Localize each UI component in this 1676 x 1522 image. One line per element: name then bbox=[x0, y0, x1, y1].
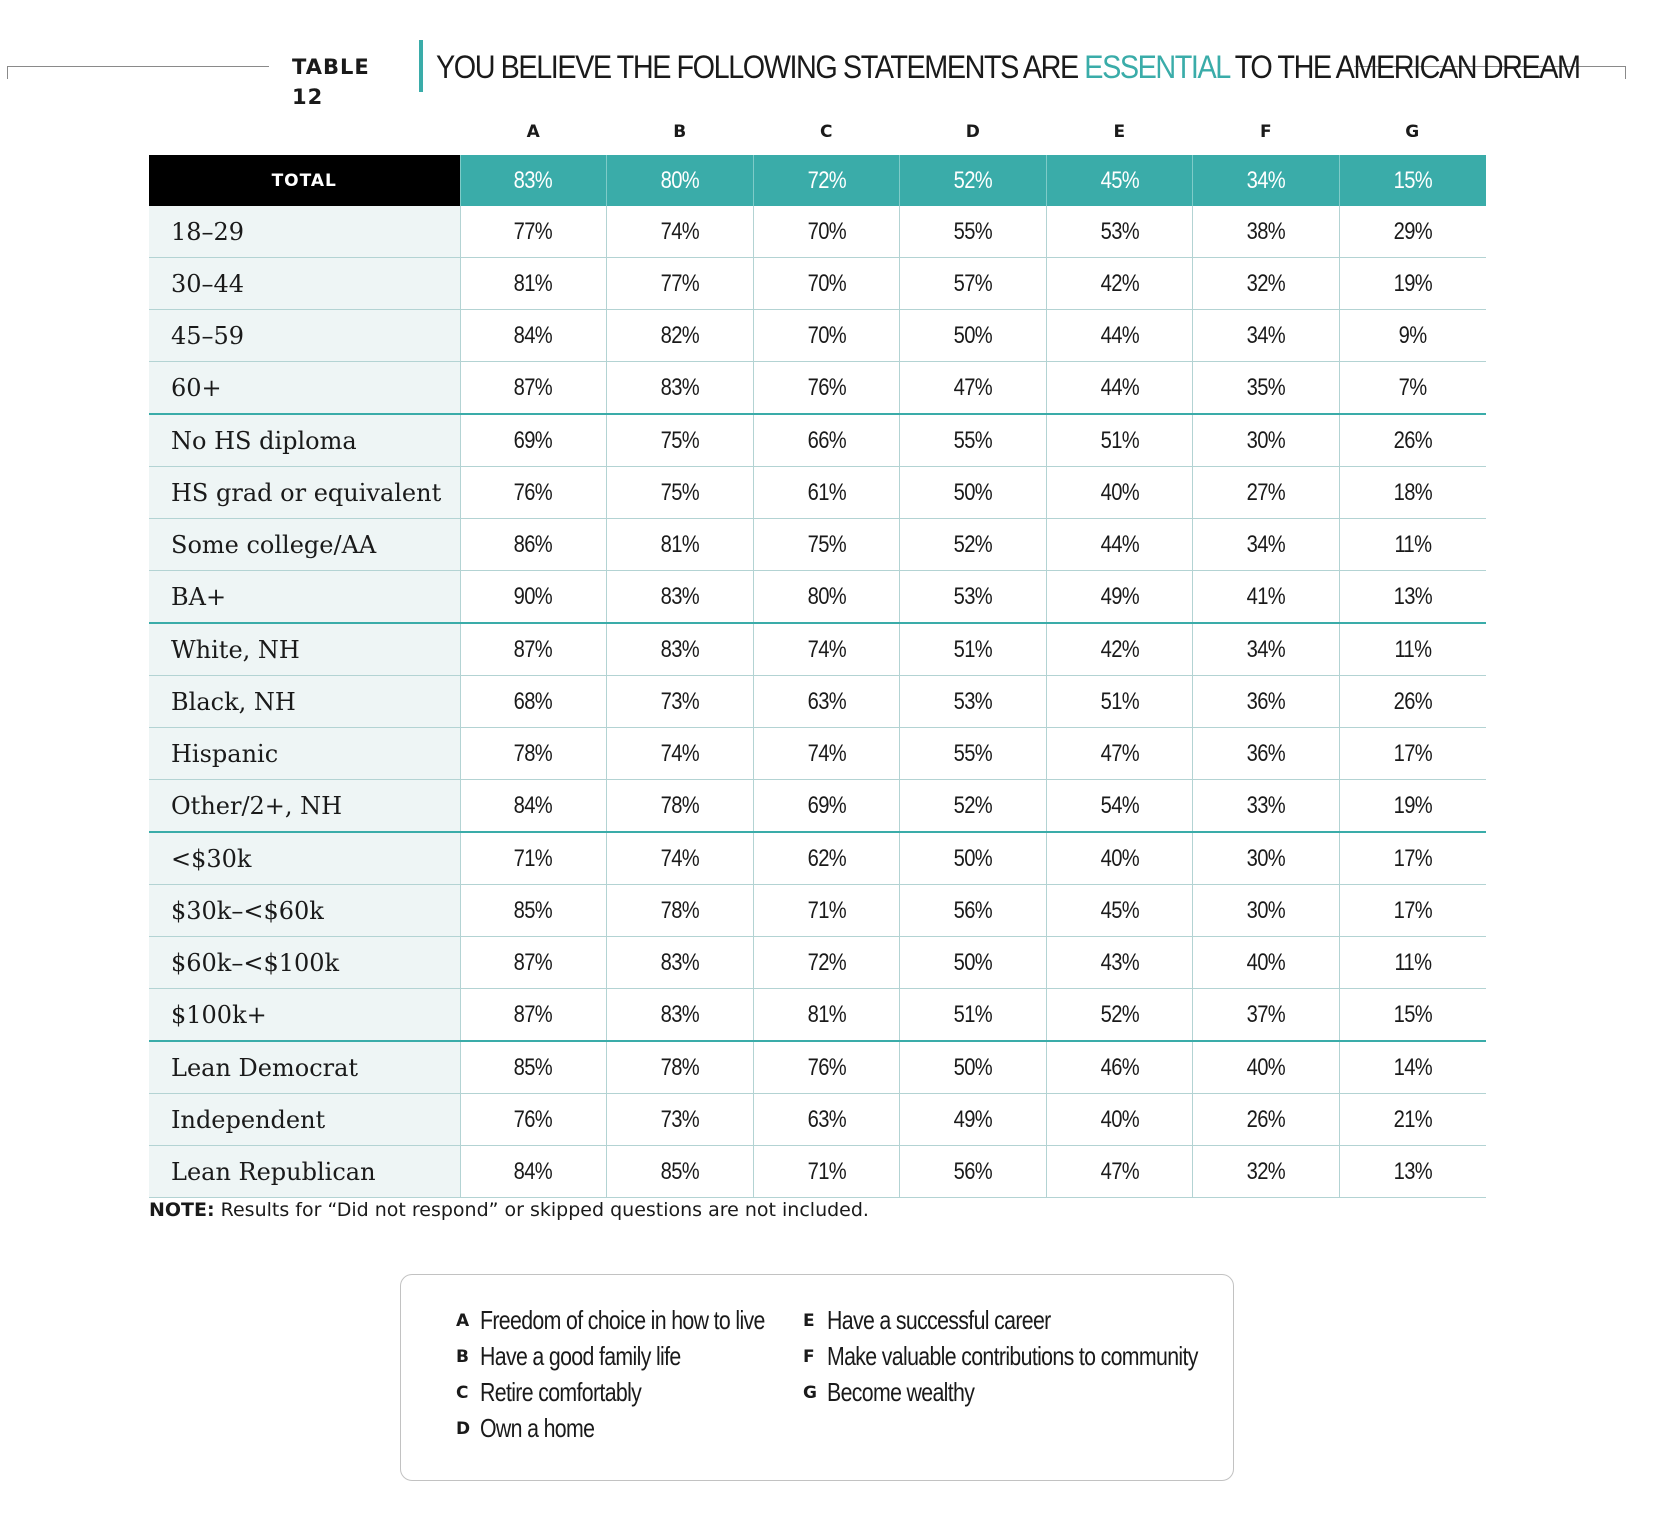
cell-d: 50% bbox=[900, 467, 1047, 519]
cell-b: 83% bbox=[607, 989, 754, 1042]
row-label: Hispanic bbox=[149, 728, 460, 780]
cell-d: 51% bbox=[900, 989, 1047, 1042]
cell-d: 50% bbox=[900, 1041, 1047, 1094]
total-cell: 80% bbox=[607, 155, 754, 206]
cell-a: 87% bbox=[460, 989, 607, 1042]
cell-c: 81% bbox=[753, 989, 900, 1042]
column-header-c: C bbox=[820, 122, 833, 142]
cell-e: 44% bbox=[1046, 310, 1193, 362]
cell-b: 83% bbox=[607, 362, 754, 415]
cell-b: 75% bbox=[607, 467, 754, 519]
cell-e: 40% bbox=[1046, 467, 1193, 519]
legend-item-f bbox=[803, 1341, 1279, 1377]
row-label: Black, NH bbox=[149, 676, 460, 728]
table-row bbox=[149, 937, 1486, 989]
cell-g: 21% bbox=[1339, 1094, 1486, 1146]
cell-g: 29% bbox=[1339, 206, 1486, 258]
cell-e: 47% bbox=[1046, 1146, 1193, 1198]
cell-d: 50% bbox=[900, 832, 1047, 885]
cell-c: 74% bbox=[753, 623, 900, 676]
cell-f: 37% bbox=[1193, 989, 1340, 1042]
cell-d: 56% bbox=[900, 885, 1047, 937]
row-label: 60+ bbox=[149, 362, 460, 415]
cell-e: 43% bbox=[1046, 937, 1193, 989]
row-label: <$30k bbox=[149, 832, 460, 885]
cell-f: 41% bbox=[1193, 571, 1340, 624]
column-legend bbox=[400, 1274, 1234, 1481]
cell-f: 34% bbox=[1193, 519, 1340, 571]
cell-g: 19% bbox=[1339, 258, 1486, 310]
total-cell: 72% bbox=[753, 155, 900, 206]
legend-text: Own a home bbox=[480, 1413, 595, 1443]
table-number: TABLE 12 bbox=[292, 55, 370, 109]
cell-g: 26% bbox=[1339, 676, 1486, 728]
cell-c: 63% bbox=[753, 676, 900, 728]
table-row bbox=[149, 414, 1486, 467]
cell-g: 7% bbox=[1339, 362, 1486, 415]
legend-text: Have a good family life bbox=[480, 1341, 681, 1371]
total-cell: 34% bbox=[1193, 155, 1340, 206]
cell-a: 77% bbox=[460, 206, 607, 258]
cell-f: 32% bbox=[1193, 1146, 1340, 1198]
cell-g: 19% bbox=[1339, 780, 1486, 833]
cell-e: 40% bbox=[1046, 1094, 1193, 1146]
total-cell: 15% bbox=[1339, 155, 1486, 206]
table-row bbox=[149, 258, 1486, 310]
cell-d: 56% bbox=[900, 1146, 1047, 1198]
table-row bbox=[149, 885, 1486, 937]
legend-letter: F bbox=[803, 1346, 815, 1367]
cell-f: 35% bbox=[1193, 362, 1340, 415]
cell-g: 15% bbox=[1339, 989, 1486, 1042]
cell-a: 85% bbox=[460, 885, 607, 937]
cell-f: 40% bbox=[1193, 1041, 1340, 1094]
cell-f: 36% bbox=[1193, 676, 1340, 728]
row-label: Other/2+, NH bbox=[149, 780, 460, 833]
row-label: 18–29 bbox=[149, 206, 460, 258]
title-divider bbox=[419, 40, 423, 92]
total-cell: 45% bbox=[1046, 155, 1193, 206]
cell-f: 27% bbox=[1193, 467, 1340, 519]
cell-g: 9% bbox=[1339, 310, 1486, 362]
cell-f: 30% bbox=[1193, 832, 1340, 885]
cell-e: 44% bbox=[1046, 519, 1193, 571]
row-label: $60k–<$100k bbox=[149, 937, 460, 989]
legend-letter: B bbox=[456, 1346, 469, 1367]
title-text-end: TO THE AMERICAN DREAM bbox=[1228, 49, 1580, 85]
row-label: BA+ bbox=[149, 571, 460, 624]
cell-g: 14% bbox=[1339, 1041, 1486, 1094]
cell-f: 38% bbox=[1193, 206, 1340, 258]
title-rule-left bbox=[7, 66, 269, 79]
column-header-e: E bbox=[1113, 122, 1126, 142]
row-label: Lean Democrat bbox=[149, 1041, 460, 1094]
cell-b: 77% bbox=[607, 258, 754, 310]
column-headers bbox=[460, 117, 1486, 147]
cell-a: 87% bbox=[460, 937, 607, 989]
cell-f: 36% bbox=[1193, 728, 1340, 780]
legend-item-a bbox=[456, 1305, 827, 1341]
cell-c: 75% bbox=[753, 519, 900, 571]
total-cell: 83% bbox=[460, 155, 607, 206]
row-label: Independent bbox=[149, 1094, 460, 1146]
cell-c: 72% bbox=[753, 937, 900, 989]
cell-e: 54% bbox=[1046, 780, 1193, 833]
cell-a: 86% bbox=[460, 519, 607, 571]
cell-f: 30% bbox=[1193, 414, 1340, 467]
table-row bbox=[149, 310, 1486, 362]
cell-d: 52% bbox=[900, 519, 1047, 571]
cell-g: 11% bbox=[1339, 519, 1486, 571]
cell-d: 49% bbox=[900, 1094, 1047, 1146]
cell-a: 87% bbox=[460, 623, 607, 676]
cell-g: 13% bbox=[1339, 1146, 1486, 1198]
legend-letter: A bbox=[456, 1310, 470, 1331]
table-row bbox=[149, 832, 1486, 885]
cell-g: 11% bbox=[1339, 623, 1486, 676]
legend-item-d bbox=[456, 1413, 619, 1449]
table-row bbox=[149, 467, 1486, 519]
cell-b: 83% bbox=[607, 571, 754, 624]
legend-letter: D bbox=[456, 1418, 471, 1439]
cell-b: 83% bbox=[607, 623, 754, 676]
cell-g: 11% bbox=[1339, 937, 1486, 989]
cell-b: 82% bbox=[607, 310, 754, 362]
cell-f: 26% bbox=[1193, 1094, 1340, 1146]
cell-a: 76% bbox=[460, 467, 607, 519]
row-label: White, NH bbox=[149, 623, 460, 676]
cell-c: 76% bbox=[753, 362, 900, 415]
title-accent-word: ESSENTIAL bbox=[1084, 49, 1229, 85]
total-label: TOTAL bbox=[149, 155, 460, 206]
row-label: HS grad or equivalent bbox=[149, 467, 460, 519]
cell-c: 74% bbox=[753, 728, 900, 780]
cell-b: 78% bbox=[607, 1041, 754, 1094]
cell-e: 49% bbox=[1046, 571, 1193, 624]
table-note bbox=[149, 1196, 1049, 1224]
cell-g: 17% bbox=[1339, 885, 1486, 937]
cell-d: 55% bbox=[900, 414, 1047, 467]
cell-a: 71% bbox=[460, 832, 607, 885]
table-row bbox=[149, 1041, 1486, 1094]
cell-d: 51% bbox=[900, 623, 1047, 676]
note-text: Results for “Did not respond” or skipped questions are not included. bbox=[214, 1199, 869, 1221]
table-row bbox=[149, 728, 1486, 780]
cell-f: 30% bbox=[1193, 885, 1340, 937]
legend-item-g bbox=[803, 1377, 1007, 1413]
cell-a: 78% bbox=[460, 728, 607, 780]
table-row bbox=[149, 362, 1486, 415]
cell-d: 53% bbox=[900, 571, 1047, 624]
cell-d: 57% bbox=[900, 258, 1047, 310]
cell-c: 66% bbox=[753, 414, 900, 467]
cell-e: 42% bbox=[1046, 258, 1193, 310]
title-text: YOU BELIEVE THE FOLLOWING STATEMENTS ARE bbox=[436, 49, 1085, 85]
cell-c: 71% bbox=[753, 885, 900, 937]
row-label: $100k+ bbox=[149, 989, 460, 1042]
table-row bbox=[149, 571, 1486, 624]
legend-text: Retire comfortably bbox=[480, 1377, 642, 1407]
cell-g: 26% bbox=[1339, 414, 1486, 467]
cell-f: 34% bbox=[1193, 623, 1340, 676]
row-label: 30–44 bbox=[149, 258, 460, 310]
legend-text: Have a successful career bbox=[827, 1305, 1051, 1335]
column-header-d: D bbox=[965, 122, 980, 142]
cell-f: 32% bbox=[1193, 258, 1340, 310]
cell-a: 76% bbox=[460, 1094, 607, 1146]
table-row bbox=[149, 989, 1486, 1042]
cell-b: 73% bbox=[607, 1094, 754, 1146]
cell-c: 63% bbox=[753, 1094, 900, 1146]
legend-text: Freedom of choice in how to live bbox=[480, 1305, 765, 1335]
legend-text: Become wealthy bbox=[827, 1377, 975, 1407]
column-header-f: F bbox=[1259, 122, 1272, 142]
table-row bbox=[149, 780, 1486, 833]
column-header-a: A bbox=[526, 122, 540, 142]
cell-e: 47% bbox=[1046, 728, 1193, 780]
cell-c: 71% bbox=[753, 1146, 900, 1198]
cell-c: 70% bbox=[753, 206, 900, 258]
cell-d: 47% bbox=[900, 362, 1047, 415]
cell-d: 52% bbox=[900, 780, 1047, 833]
table-row bbox=[149, 206, 1486, 258]
legend-letter: G bbox=[803, 1382, 817, 1403]
cell-b: 83% bbox=[607, 937, 754, 989]
row-label: 45–59 bbox=[149, 310, 460, 362]
legend-letter: C bbox=[456, 1382, 469, 1403]
cell-a: 69% bbox=[460, 414, 607, 467]
page-title bbox=[436, 42, 1580, 92]
legend-item-c bbox=[456, 1377, 677, 1413]
cell-c: 76% bbox=[753, 1041, 900, 1094]
legend-text: Make valuable contributions to community bbox=[827, 1341, 1198, 1371]
cell-b: 74% bbox=[607, 728, 754, 780]
table-row bbox=[149, 1146, 1486, 1198]
cell-e: 52% bbox=[1046, 989, 1193, 1042]
row-label: No HS diploma bbox=[149, 414, 460, 467]
cell-e: 45% bbox=[1046, 885, 1193, 937]
cell-b: 75% bbox=[607, 414, 754, 467]
cell-e: 53% bbox=[1046, 206, 1193, 258]
row-label: Lean Republican bbox=[149, 1146, 460, 1198]
cell-b: 81% bbox=[607, 519, 754, 571]
cell-g: 17% bbox=[1339, 832, 1486, 885]
cell-b: 73% bbox=[607, 676, 754, 728]
table-row bbox=[149, 519, 1486, 571]
cell-d: 55% bbox=[900, 728, 1047, 780]
cell-c: 61% bbox=[753, 467, 900, 519]
note-label: NOTE: bbox=[149, 1199, 215, 1221]
cell-b: 85% bbox=[607, 1146, 754, 1198]
cell-e: 51% bbox=[1046, 676, 1193, 728]
total-cell: 52% bbox=[900, 155, 1047, 206]
cell-b: 78% bbox=[607, 780, 754, 833]
legend-item-e bbox=[803, 1305, 1100, 1341]
cell-e: 51% bbox=[1046, 414, 1193, 467]
cell-d: 50% bbox=[900, 937, 1047, 989]
cell-a: 85% bbox=[460, 1041, 607, 1094]
cell-a: 84% bbox=[460, 1146, 607, 1198]
cell-b: 74% bbox=[607, 206, 754, 258]
cell-g: 13% bbox=[1339, 571, 1486, 624]
legend-item-b bbox=[456, 1341, 725, 1377]
cell-e: 42% bbox=[1046, 623, 1193, 676]
cell-e: 40% bbox=[1046, 832, 1193, 885]
cell-d: 50% bbox=[900, 310, 1047, 362]
row-label: $30k–<$60k bbox=[149, 885, 460, 937]
cell-c: 69% bbox=[753, 780, 900, 833]
cell-d: 53% bbox=[900, 676, 1047, 728]
cell-e: 46% bbox=[1046, 1041, 1193, 1094]
results-table bbox=[149, 155, 1486, 1198]
column-header-g: G bbox=[1405, 122, 1420, 142]
cell-a: 68% bbox=[460, 676, 607, 728]
cell-f: 34% bbox=[1193, 310, 1340, 362]
cell-a: 90% bbox=[460, 571, 607, 624]
cell-a: 84% bbox=[460, 780, 607, 833]
legend-letter: E bbox=[803, 1310, 815, 1331]
cell-a: 87% bbox=[460, 362, 607, 415]
column-header-b: B bbox=[673, 122, 687, 142]
cell-d: 55% bbox=[900, 206, 1047, 258]
cell-g: 18% bbox=[1339, 467, 1486, 519]
cell-b: 74% bbox=[607, 832, 754, 885]
cell-f: 40% bbox=[1193, 937, 1340, 989]
table-row bbox=[149, 623, 1486, 676]
cell-g: 17% bbox=[1339, 728, 1486, 780]
cell-c: 80% bbox=[753, 571, 900, 624]
cell-a: 81% bbox=[460, 258, 607, 310]
cell-e: 44% bbox=[1046, 362, 1193, 415]
cell-f: 33% bbox=[1193, 780, 1340, 833]
table-row bbox=[149, 676, 1486, 728]
cell-c: 70% bbox=[753, 310, 900, 362]
table-row bbox=[149, 1094, 1486, 1146]
row-label: Some college/AA bbox=[149, 519, 460, 571]
cell-c: 62% bbox=[753, 832, 900, 885]
total-row bbox=[149, 155, 1486, 206]
cell-a: 84% bbox=[460, 310, 607, 362]
cell-b: 78% bbox=[607, 885, 754, 937]
cell-c: 70% bbox=[753, 258, 900, 310]
